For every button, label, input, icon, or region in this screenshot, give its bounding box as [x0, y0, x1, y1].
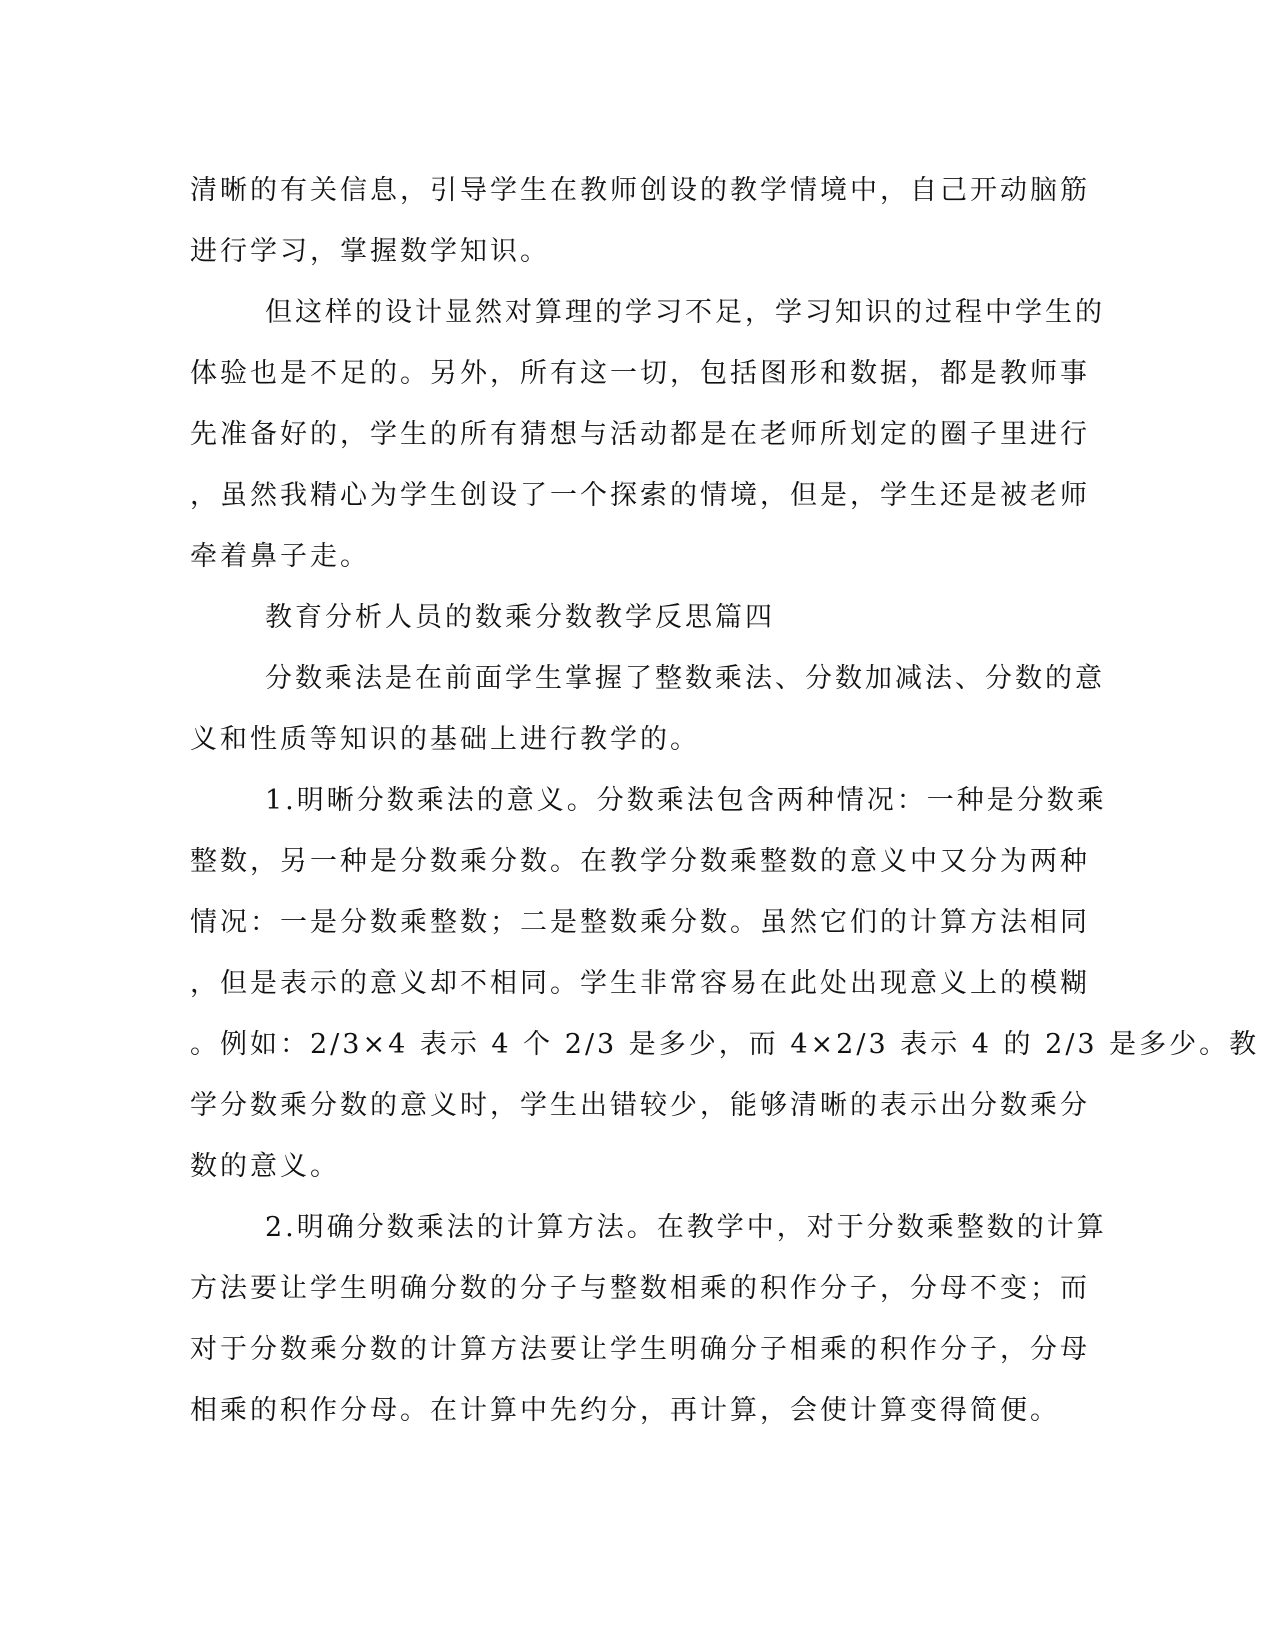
text-line: 整数，另一种是分数乘分数。在教学分数乘整数的意义中又分为两种: [190, 846, 1090, 877]
text-line: 体验也是不足的。另外，所有这一切，包括图形和数据，都是教师事: [190, 358, 1090, 389]
text-line: 学分数乘分数的意义时，学生出错较少，能够清晰的表示出分数乘分: [190, 1090, 1090, 1121]
text-line: 清晰的有关信息，引导学生在教师创设的教学情境中，自己开动脑筋: [190, 175, 1090, 206]
text-line: 对于分数乘分数的计算方法要让学生明确分子相乘的积作分子，分母: [190, 1334, 1090, 1365]
document-body: [190, 160, 1260, 1441]
text-line: 方法要让学生明确分数的分子与整数相乘的积作分子，分母不变；而: [190, 1273, 1090, 1304]
text-line: 。例如：2/3×4 表示 4 个 2/3 是多少，而 4×2/3 表示 4 的 2/3 是多少。教: [190, 1029, 1260, 1060]
text-line: ，虽然我精心为学生创设了一个探索的情境，但是，学生还是被老师: [190, 480, 1090, 511]
text-line: 分数乘法是在前面学生掌握了整数乘法、分数加减法、分数的意: [265, 663, 1105, 694]
text-line: 先准备好的，学生的所有猜想与活动都是在老师所划定的圈子里进行: [190, 419, 1090, 450]
text-line: 义和性质等知识的基础上进行教学的。: [190, 724, 700, 755]
text-line: 1.明晰分数乘法的意义。分数乘法包含两种情况：一种是分数乘: [265, 785, 1107, 816]
text-line: 教育分析人员的数乘分数教学反思篇四: [265, 602, 775, 633]
text-line: 情况：一是分数乘整数；二是整数乘分数。虽然它们的计算方法相同: [190, 907, 1090, 938]
text-line: 2.明确分数乘法的计算方法。在教学中，对于分数乘整数的计算: [265, 1212, 1107, 1243]
text-line: 数的意义。: [190, 1151, 340, 1182]
text-line: 但这样的设计显然对算理的学习不足，学习知识的过程中学生的: [265, 297, 1105, 328]
text-line: ，但是表示的意义却不相同。学生非常容易在此处出现意义上的模糊: [190, 968, 1090, 999]
text-line: 牵着鼻子走。: [190, 541, 370, 572]
text-line: 相乘的积作分母。在计算中先约分，再计算，会使计算变得简便。: [190, 1395, 1060, 1426]
text-line: 进行学习，掌握数学知识。: [190, 236, 550, 267]
